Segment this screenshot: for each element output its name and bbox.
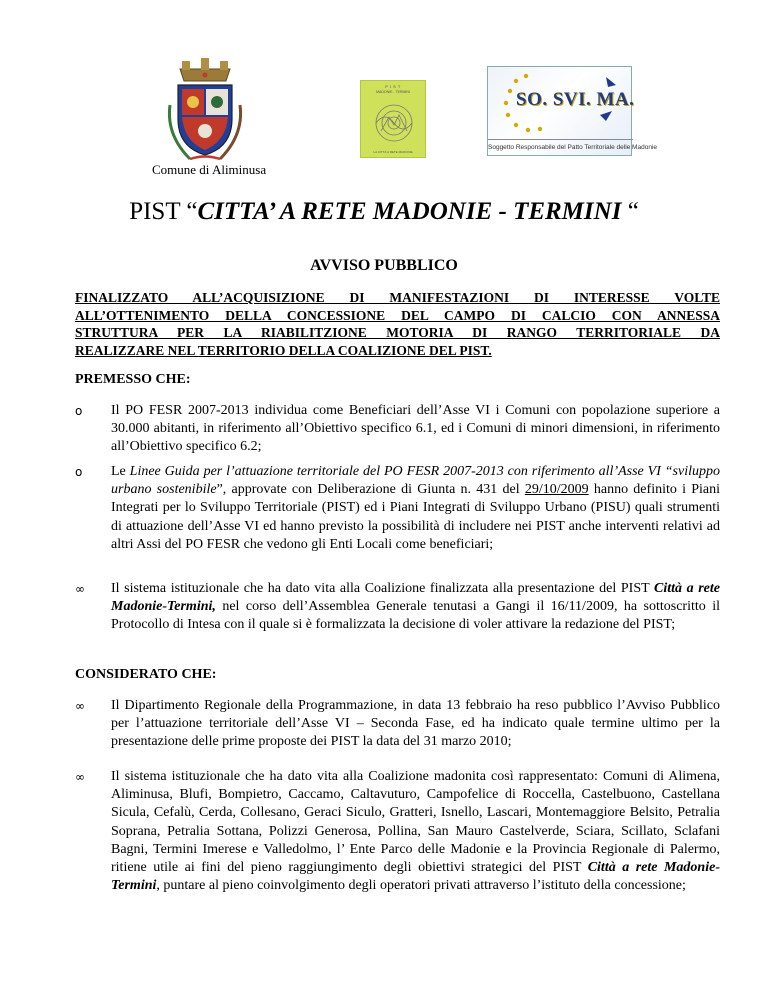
pist-network-icon xyxy=(361,81,427,159)
infinity-bullet-icon: ∞ xyxy=(75,582,85,596)
pist-name-emphasis: Città a rete Madonie-Termini xyxy=(111,860,720,894)
list-item-text: Il PO FESR 2007-2013 individua come Beneficiari dell’Asse VI i Comuni con popolazione superiore a 30.000 abitanti, in riferimento all’Obiettivo specifico 6.1, ed i Comuni di minori dimensioni, in riferimento all’Obiettivo specifico 6.2; xyxy=(111,403,720,455)
guidelines-title: Linee Guida per l’attuazione territoriale del PO FESR 2007-2013 con riferimento all’Asse VI “sviluppo urbano sostenibile xyxy=(111,464,720,498)
subject-line: REALIZZARE NEL TERRITORIO DELLA COALIZIONE DEL PIST. xyxy=(75,342,492,358)
title-prefix: PIST “ xyxy=(129,198,198,225)
text-run: nel corso dell’Assemblea Generale tenutasi a Gangi il 16/11/2009, ha sottoscritto il Protocollo di Intesa con il quale si è formalizzata la decisione di voler attivare la redazione del PIST; xyxy=(111,599,720,633)
subject-line: FINALIZZATO ALL’ACQUISIZIONE DI MANIFESTAZIONI DI INTERESSE VOLTE xyxy=(75,290,720,305)
premesso-heading: PREMESSO CHE: xyxy=(75,372,191,387)
text-run: , puntare al pieno coinvolgimento degli operatori privati attraverso l’istituto della concessione; xyxy=(156,878,686,894)
list-item xyxy=(75,768,720,895)
pist-logo-footer: LA CITTÀ A RETE MADONIE xyxy=(373,150,413,154)
text-run: ”, approvate con Deliberazione di Giunta n. 431 del xyxy=(216,482,525,498)
text-run: Il sistema istituzionale che ha dato vita alla Coalizione madonita così rappresentato: Comuni di Alimena, Aliminusa, Blufi, Bompietro, Caccamo, Caltavuturo, Campofelice di Roccella, Castelbuono, Castellana Sicula, Cefalù, Cerda, Collesano, Geraci Siculo, Gratteri, Isnello, Lascari, Montemaggiore Belsito, Petralia Soprana, Petralia Sottana, Polizzi Generosa, Pollina, San Mauro Castelverde, Sciara, Scillato, Sclafani Bagni, Termini Imerese e Valledolmo, l’ Ente Parco delle Madonie e la Provincia Regionale di Palermo, ritiene utile ai fini del pieno raggiungimento degli obiettivi strategici del PIST xyxy=(111,769,720,876)
list-item-text xyxy=(111,463,720,554)
sosvima-subtitle: Soggetto Responsabile del Patto Territoriale delle Madonie xyxy=(488,144,657,151)
list-item xyxy=(75,580,720,635)
infinity-bullet-icon: ∞ xyxy=(75,699,85,713)
text-run: Le xyxy=(111,464,130,479)
list-item xyxy=(75,463,720,554)
page-title xyxy=(0,198,768,226)
list-item-text xyxy=(111,768,720,895)
subject-line: ALL’OTTENIMENTO DELLA CONCESSIONE DEL CAMPO DI CALCIO CON ANNESSA xyxy=(75,307,720,323)
title-suffix: “ xyxy=(621,198,639,225)
list-item-text: Il Dipartimento Regionale della Programmazione, in data 13 febbraio ha reso pubblico l’Avviso Pubblico per l’attuazione territoriale dell’Asse VI – Seconda Fase, ed ha indicato quale termine ultimo per la presentazione delle prime proposte dei PIST la data del 31 marzo 2010; xyxy=(111,698,720,750)
pist-logo xyxy=(360,80,426,158)
pist-logo-subtitle: MADONIE - TERMINI xyxy=(376,90,410,94)
subject-block xyxy=(75,289,720,359)
circle-bullet-icon: o xyxy=(75,465,83,479)
list-item-text xyxy=(111,580,720,635)
circle-bullet-icon: o xyxy=(75,404,83,418)
sosvima-logo xyxy=(487,66,657,156)
list-item xyxy=(75,402,720,457)
subject-line: STRUTTURA PER LA RIABILITZIONE MOTORIA DI RANGO TERRITORIALE DA xyxy=(75,325,720,340)
infinity-bullet-icon: ∞ xyxy=(75,770,85,784)
crest-caption: Comune di Aliminusa xyxy=(152,162,267,177)
avviso-heading: AVVISO PUBBLICO xyxy=(310,257,458,274)
text-run: Il sistema istituzionale che ha dato vita alla Coalizione finalizzata alla presentazione del PIST xyxy=(111,581,655,596)
title-emphasis: CITTA’ A RETE MADONIE - TERMINI xyxy=(197,198,622,225)
list-item xyxy=(75,697,720,752)
considerato-heading: CONSIDERATO CHE: xyxy=(75,667,217,682)
deliberation-date: 29/10/2009 xyxy=(524,482,589,498)
comune-crest-logo xyxy=(160,55,250,165)
sosvima-brand: SO. SVI. MA. xyxy=(516,89,635,110)
text-run: hanno definito i Piani Integrati per lo Sviluppo Territoriale (PIST) ed i Piani Integrati di Sviluppo Urbano (PISU) quali strumenti di attuazione dell’Asse VI ed hanno previsto la possibilità di includere nei PIST anche interventi relativi ad altri Assi del PO FESR che vedono gli Enti Locali come beneficiari; xyxy=(111,482,720,552)
pist-logo-title: P I S T xyxy=(385,84,401,89)
pist-name-emphasis: Città a rete Madonie-Termini, xyxy=(111,581,720,615)
